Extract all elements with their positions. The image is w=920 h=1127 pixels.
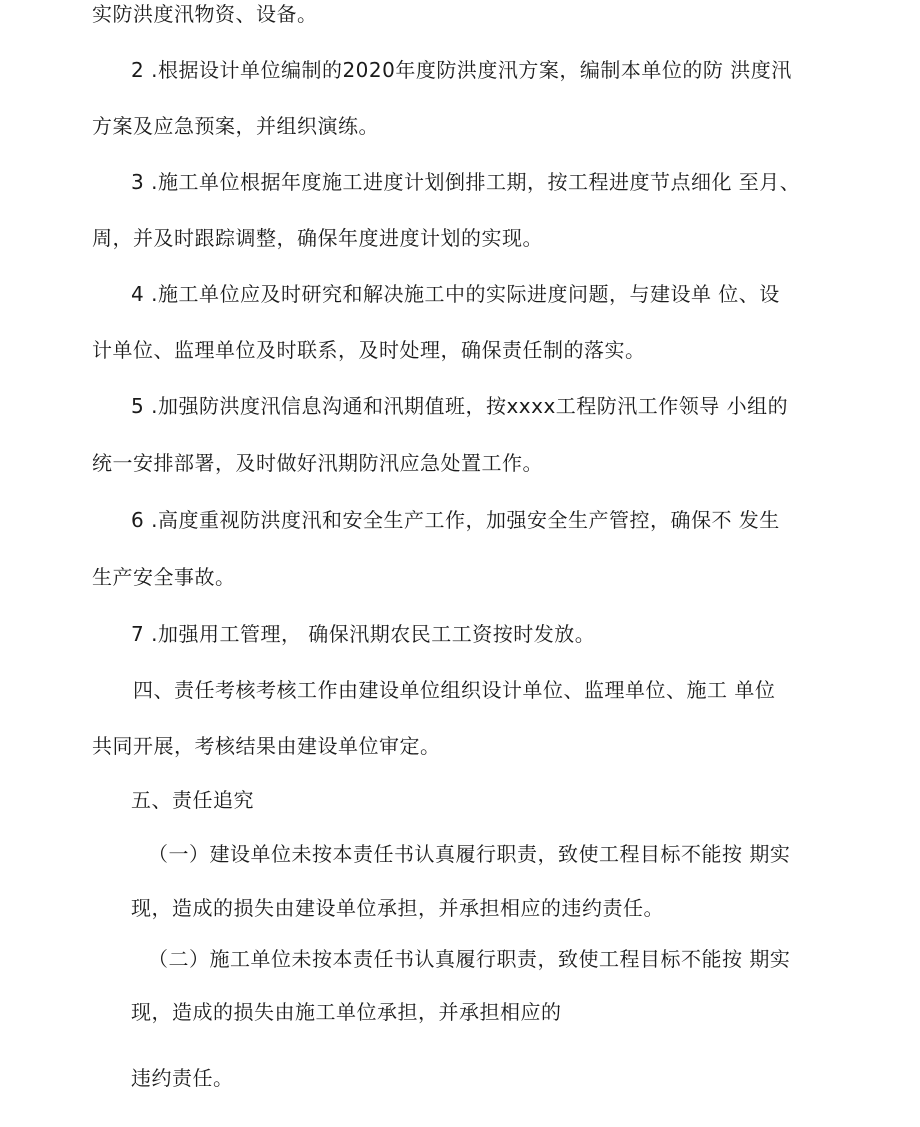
text-line-20: 违约责任。 (131, 1066, 234, 1090)
text-line-3: 方案及应急预案，并组织演练。 (92, 114, 379, 138)
text-line-8: 5 .加强防洪度汛信息沟通和汛期值班，按xxxx工程防汛工作领导 小组的 (131, 394, 789, 418)
text-line-12: 7 .加强用工管理， 确保汛期农民工工资按时发放。 (131, 622, 596, 646)
text-line-5: 周，并及时跟踪调整，确保年度进度计划的实现。 (92, 226, 543, 250)
text-line-14: 共同开展，考核结果由建设单位审定。 (92, 734, 441, 758)
text-line-19: 现，造成的损失由施工单位承担，并承担相应的 (131, 1000, 562, 1024)
text-line-7: 计单位、监理单位及时联系，及时处理，确保责任制的落实。 (92, 338, 646, 362)
text-line-17: 现，造成的损失由建设单位承担，并承担相应的违约责任。 (131, 896, 664, 920)
text-line-10: 6 .高度重视防洪度汛和安全生产工作，加强安全生产管控，确保不 发生 (131, 508, 780, 532)
text-line-15: 五、责任追究 (131, 788, 254, 812)
text-line-2: 2 .根据设计单位编制的2020年度防洪度汛方案，编制本单位的防 洪度汛 (131, 58, 792, 82)
text-line-9: 统一安排部署，及时做好汛期防汛应急处置工作。 (92, 451, 543, 475)
text-line-18: （二）施工单位未按本责任书认真履行职责，致使工程目标不能按 期实 (148, 947, 791, 971)
text-line-16: （一）建设单位未按本责任书认真履行职责，致使工程目标不能按 期实 (148, 842, 791, 866)
text-line-6: 4 .施工单位应及时研究和解决施工中的实际进度问题，与建设单 位、设 (131, 282, 780, 306)
text-line-4: 3 .施工单位根据年度施工进度计划倒排工期，按工程进度节点细化 至月、 (131, 170, 801, 194)
text-line-13: 四、责任考核考核工作由建设单位组织设计单位、监理单位、施工 单位 (133, 678, 776, 702)
text-line-1: 实防洪度汛物资、设备。 (92, 2, 318, 26)
text-line-11: 生产安全事故。 (92, 565, 236, 589)
